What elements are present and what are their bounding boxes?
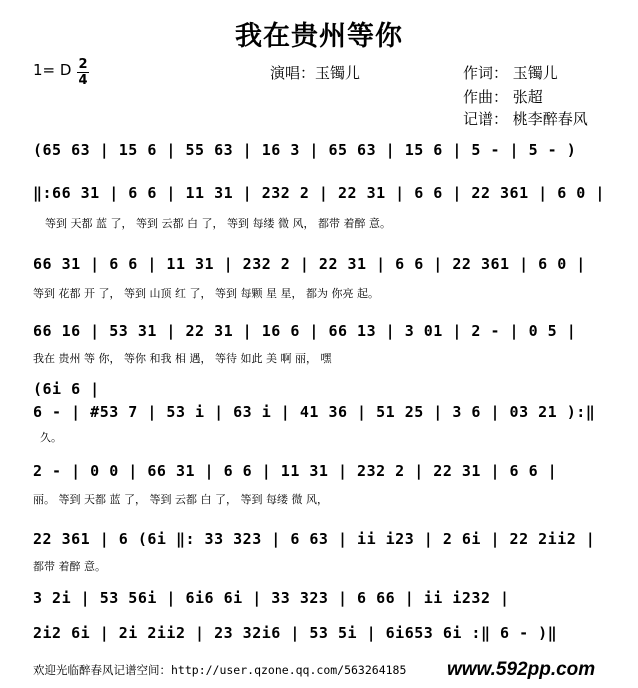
verse1-lyrics: 等到 天都 蓝 了， 等到 云都 白 了， 等到 每缕 微 风， 都带 着醉 意。 (45, 217, 391, 230)
key-signature: 1= D (33, 61, 72, 79)
verse2-lyrics: 等到 花都 开 了， 等到 山顶 红 了， 等到 每颗 星 星， 都为 你亮 起。 (33, 287, 379, 300)
interlude-notes: 6 - | #53 7 | 53 i | 63 i | 41 36 | 51 25 | 3 6 | 03 21 ):‖ (33, 403, 596, 421)
site-watermark: www.592pp.com (447, 659, 596, 680)
interlude-lyrics: 久。 (40, 431, 62, 444)
ending-lyrics: 丽。 等到 天都 蓝 了， 等到 云都 白 了， 等到 每缕 微 风， (33, 493, 328, 506)
song-title: 我在贵州等你 (235, 21, 403, 52)
coda-notes-1: 3 2i | 53 56i | 6i6 6i | 33 323 | 6 66 | ii i232 | (33, 589, 510, 607)
time-signature (77, 58, 89, 87)
verse1-notes: ‖:66 31 | 6 6 | 11 31 | 232 2 | 22 31 | 6 6 | 22 361 | 6 0 | (33, 184, 605, 202)
time-signature-bottom: 4 (78, 73, 88, 88)
singer-credit: 演唱：玉镯儿 (270, 64, 361, 82)
time-signature-top: 2 (78, 57, 88, 72)
ending-notes: 2 - | 0 0 | 66 31 | 6 6 | 11 31 | 232 2 | 22 31 | 6 6 | (33, 462, 558, 480)
chorus-notes: 66 16 | 53 31 | 22 31 | 16 6 | 66 13 | 3 01 | 2 - | 0 5 | (33, 322, 577, 340)
outro-lyrics: 都带 着醉 意。 (33, 560, 106, 573)
transcriber-credit: 记谱： 桃李醉春风 (463, 110, 588, 128)
intro-notes: (65 63 | 15 6 | 55 63 | 16 3 | 65 63 | 15 6 | 5 - | 5 - ) (33, 141, 577, 159)
chorus-lyrics: 我在 贵州 等 你， 等你 和我 相 遇， 等待 如此 美 啊 丽， 嘿 (33, 352, 332, 365)
outro-notes: 22 361 | 6 (6i ‖: 33 323 | 6 63 | ii i23 | 2 6i | 22 2ii2 | (33, 530, 596, 548)
composer-credit: 作曲： 张超 (463, 88, 543, 106)
footer-link-text: 欢迎光临醉春风记谱空间：http://user.qzone.qq.com/563264185 (33, 663, 407, 677)
verse2-notes: 66 31 | 6 6 | 11 31 | 232 2 | 22 31 | 6 6 | 22 361 | 6 0 | (33, 255, 586, 273)
lyricist-credit: 作词： 玉镯儿 (463, 64, 558, 82)
interlude-lead-notes: (6i 6 | (33, 380, 100, 398)
coda-notes-2: 2i2 6i | 2i 2ii2 | 23 32i6 | 53 5i | 6i653 6i :‖ 6 - )‖ (33, 624, 558, 642)
